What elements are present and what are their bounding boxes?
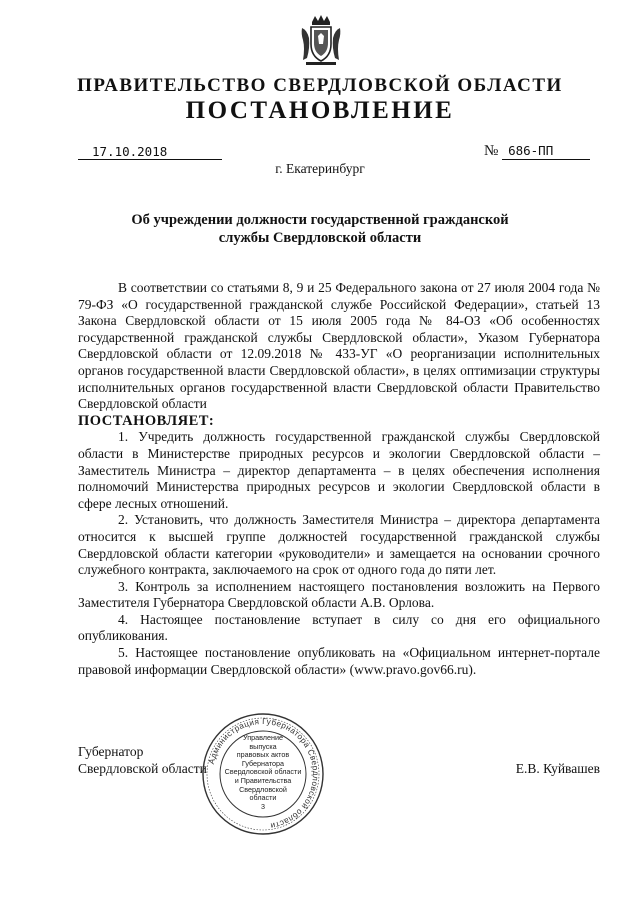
clause-5: 5. Настоящее постановление опубликовать на «Официальном интернет-портале правовой информации Свердловской области» (www.pravo.gov66.ru). — [78, 645, 600, 677]
stamp-line: и Правительства — [234, 775, 292, 785]
document-title: Об учреждении должности государственной гражданской службы Свердловской области — [131, 212, 509, 246]
document-kind: ПОСТАНОВЛЕНИЕ — [185, 97, 455, 124]
signatory-position-line-1: Губернатор — [78, 744, 144, 759]
stamp-line: выпуска — [249, 741, 277, 751]
city: г. Екатеринбург — [275, 161, 365, 176]
preamble-paragraph: В соответствии со статьями 8, 9 и 25 Федерального закона от 27 июля 2004 года № 79-ФЗ «О государственной гражданской службе Российской Федерации», статьей 13 Закона Свердловской области от 15 июля 2005 года № 84-ОЗ «Об особенностях государственной гражданской службы Свердловской области», Указом Губернатора Свердловской области от 12.09.2018 № 433-УГ «О реорганизации исполнительных органов государственной власти Свердловской области», в целях оптимизации структуры исполнительных органов государственной власти Свердловской области Правительство Свердловской области — [78, 280, 600, 412]
document-date: 17.10.2018 — [78, 144, 222, 160]
clause-4: 4. Настоящее постановление вступает в силу со дня его официального опубликования. — [78, 611, 600, 644]
signatory-name: Е.В. Куйвашев — [515, 761, 600, 776]
clause-2: 2. Установить, что должность Заместителя Министра – директора департамента относится к высшей группе должностей государственной гражданской службы Свердловской области категории «руководители» и замещается на основании срочного служебного контракта, заключаемого на срок от одного года до пяти лет. — [78, 512, 600, 578]
document-number-field — [484, 143, 600, 160]
stamp-line: Губернатора — [241, 758, 285, 768]
stamp-inner-text — [214, 734, 312, 811]
stamp-line: области — [249, 793, 277, 803]
number-sign: № — [484, 143, 499, 159]
stamp-line: Свердловской области — [224, 767, 302, 777]
coat-of-arms-icon — [298, 14, 344, 68]
signatory-position-line-2: Свердловской области — [78, 760, 207, 776]
decree-keyword: ПОСТАНОВЛЯЕТ: — [78, 412, 215, 429]
document-number: 686-ПП — [502, 143, 590, 160]
stamp-line: Управление — [243, 733, 283, 742]
stamp-line: Свердловской — [239, 784, 287, 794]
clause-1: 1. Учредить должность государственной гражданской службы Свердловской области в Министерстве природных ресурсов и экологии Свердловской области – Заместитель Министра – директор департамента – в целях обеспечения исполнения полномочий Министерства природных ресурсов и экологии Свердловской области в сфере лесных отношений. — [78, 429, 600, 511]
clause-3: 3. Контроль за исполнением настоящего постановления возложить на Первого Заместителя Губернатора Свердловской области А.В. Орлова. — [78, 578, 600, 611]
document-body — [78, 280, 600, 678]
government-name: ПРАВИТЕЛЬСТВО СВЕРДЛОВСКОЙ ОБЛАСТИ — [77, 75, 563, 96]
stamp-ring-text: Администрация Губернатора Свердловской области — [207, 716, 321, 831]
stamp-line: правовых актов — [236, 750, 290, 760]
stamp-line: 3 — [261, 801, 265, 811]
signatory-position — [78, 744, 207, 777]
